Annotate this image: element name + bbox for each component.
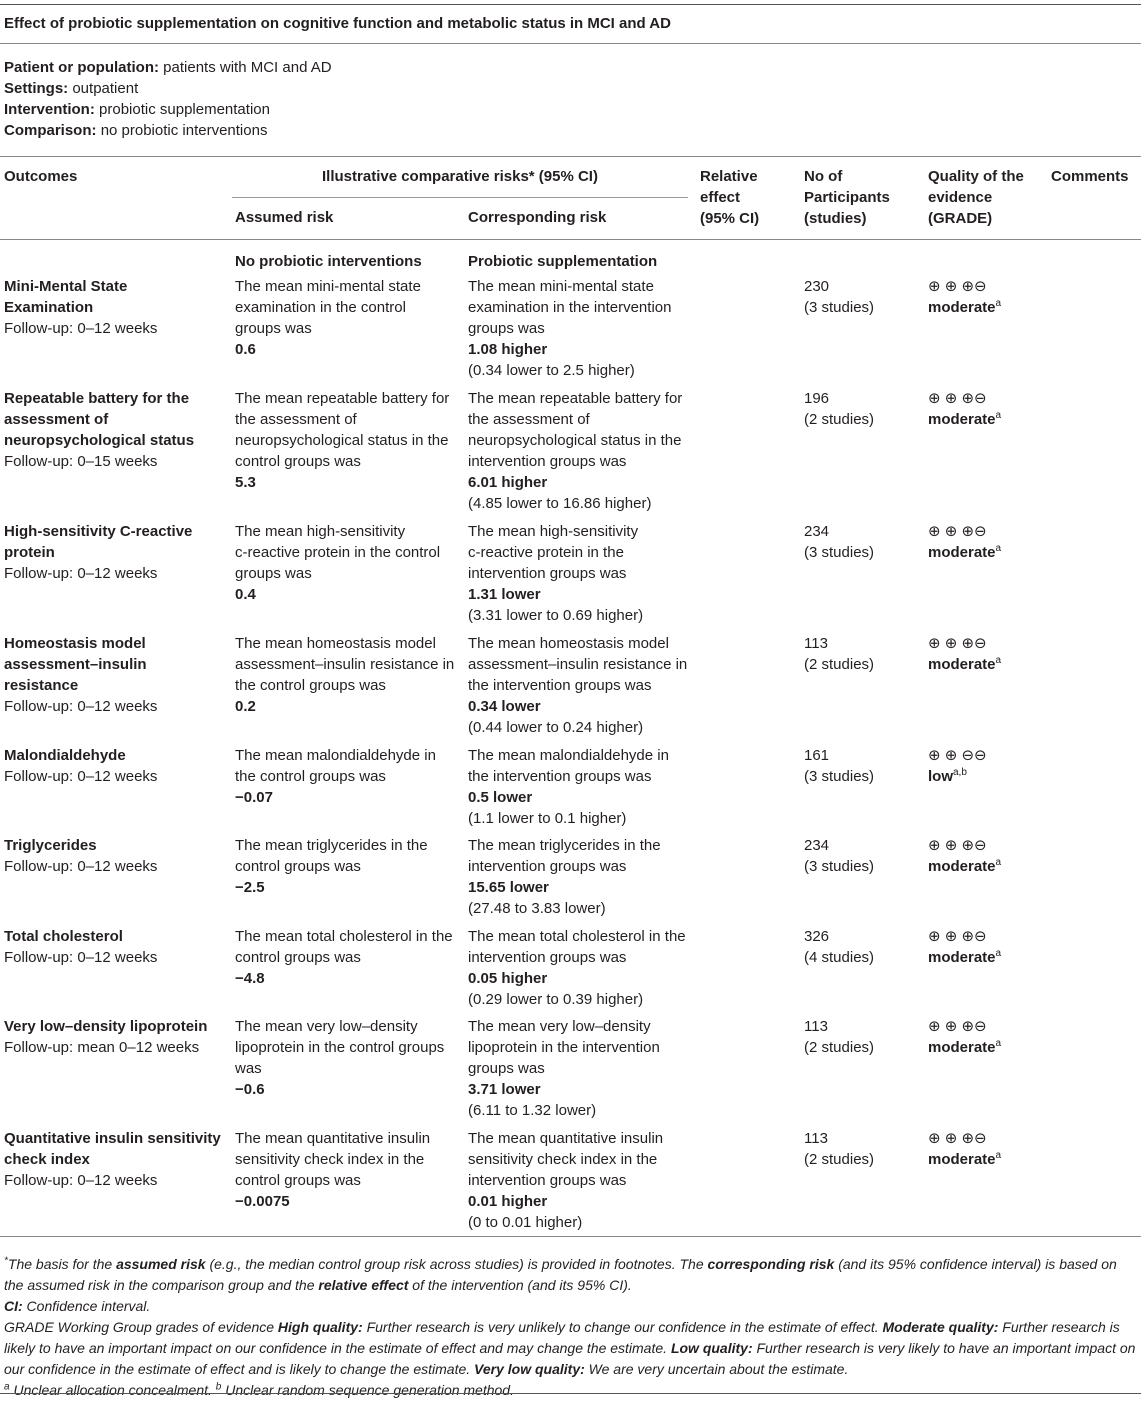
grade-label: moderate <box>928 1039 996 1056</box>
assumed-risk-text-line: control groups was <box>235 453 361 470</box>
assumed-risk-text-line: The mean quantitative insulin <box>235 1130 431 1147</box>
corresponding-risk-value: 15.65 lower <box>468 879 549 896</box>
corresponding-risk-text-line: assessment–insulin resistance in <box>468 656 688 673</box>
corresponding-risk-value: 0.5 lower <box>468 789 533 806</box>
participants-count: 113 <box>804 635 828 652</box>
corresponding-risk-cell <box>468 835 696 919</box>
footnote-notes: $^a$ Unclear allocation concealment. $^b$ Unclear random sequence generation method. <box>4 1381 514 1398</box>
corresponding-risk-text-line: The mean triglycerides in the <box>468 837 661 854</box>
corresponding-risk-ci: (0.29 lower to 0.39 higher) <box>468 991 644 1008</box>
corresponding-risk-ci: (1.1 lower to 0.1 higher) <box>468 810 627 827</box>
participants-count: 234 <box>804 837 830 854</box>
assumed-risk-text-line: lipoprotein in the control groups <box>235 1039 445 1056</box>
assumed-risk-text-line: sensitivity check index in the <box>235 1151 425 1168</box>
header-end-rule <box>0 239 1141 240</box>
participants-cell <box>804 521 874 563</box>
assumed-risk-text-line: was <box>235 1060 262 1077</box>
corresponding-risk-cell <box>468 745 696 829</box>
participants-count: 230 <box>804 278 830 295</box>
outcome-name-line: Total cholesterol <box>4 928 123 945</box>
header-outcomes: Outcomes <box>4 168 78 185</box>
assumed-risk-value: −0.0075 <box>235 1193 290 1210</box>
participants-cell <box>804 276 874 318</box>
grade-symbols: ⊕ ⊕ ⊕⊖ <box>928 278 987 295</box>
grade-label: moderate <box>928 411 996 428</box>
assumed-risk-cell <box>235 276 463 360</box>
assumed-risk-text-line: The mean high-sensitivity <box>235 523 406 540</box>
intervention-group-label: Probiotic supplementation <box>468 253 658 270</box>
corresponding-risk-text-line: groups was <box>468 320 545 337</box>
grade-symbols: ⊕ ⊕ ⊕⊖ <box>928 1018 987 1035</box>
studies-count: (2 studies) <box>804 656 875 673</box>
outcome-name-line: Very low–density lipoprotein <box>4 1018 208 1035</box>
footnote-ci: CI: Confidence interval. <box>4 1298 151 1314</box>
header-assumed-risk: Assumed risk <box>235 209 334 226</box>
grade-label: low <box>928 768 953 785</box>
assumed-risk-text-line: c-reactive protein in the control <box>235 544 441 561</box>
outcome-followup: Follow-up: 0–12 weeks <box>4 1172 158 1189</box>
corresponding-risk-value: 6.01 higher <box>468 474 548 491</box>
assumed-risk-cell <box>235 388 463 493</box>
corresponding-risk-text-line: intervention groups was <box>468 565 627 582</box>
header-quality: Quality of the evidence (GRADE) <box>928 168 1024 227</box>
grade-rating <box>928 766 987 787</box>
assumed-risk-value: −2.5 <box>235 879 265 896</box>
grade-footnote-mark: a <box>995 857 1002 868</box>
outcome-name-line: protein <box>4 544 55 561</box>
header-corresponding-risk: Corresponding risk <box>468 209 607 226</box>
corresponding-risk-cell <box>468 276 696 381</box>
outcome-name-line: neuropsychological status <box>4 432 195 449</box>
quality-cell <box>928 521 1001 563</box>
corresponding-risk-text-line: The mean repeatable battery for <box>468 390 683 407</box>
grade-label: moderate <box>928 949 996 966</box>
assumed-risk-text-line: control groups was <box>235 1172 361 1189</box>
outcome-name-line: assessment of <box>4 411 109 428</box>
outcome-followup: Follow-up: 0–12 weeks <box>4 565 158 582</box>
outcome-name-line: Examination <box>4 299 94 316</box>
participants-count: 196 <box>804 390 830 407</box>
outcome-followup: Follow-up: 0–12 weeks <box>4 858 158 875</box>
assumed-risk-text-line: the control groups was <box>235 768 386 785</box>
assumed-risk-value: −0.6 <box>235 1081 265 1098</box>
grade-footnote-mark: a,b <box>953 767 967 778</box>
comparison-label: Comparison: <box>4 122 97 139</box>
assumed-risk-cell <box>235 1128 463 1212</box>
corresponding-risk-text-line: neuropsychological status in the <box>468 432 682 449</box>
outcome-followup: Follow-up: mean 0–12 weeks <box>4 1039 200 1056</box>
studies-count: (4 studies) <box>804 949 875 966</box>
corresponding-risk-value: 1.31 lower <box>468 586 541 603</box>
corresponding-risk-text-line: examination in the intervention <box>468 299 672 316</box>
outcome-name-line: assessment–insulin <box>4 656 147 673</box>
grade-label: moderate <box>928 858 996 875</box>
outcome-cell <box>4 1016 232 1058</box>
settings-label: Settings: <box>4 80 69 97</box>
assumed-risk-text-line: control groups was <box>235 949 361 966</box>
corresponding-risk-text-line: The mean mini-mental state <box>468 278 654 295</box>
grade-rating <box>928 856 1001 877</box>
corresponding-risk-ci: (6.11 to 1.32 lower) <box>468 1102 597 1119</box>
outcome-cell <box>4 835 232 877</box>
assumed-risk-text-line: The mean malondialdehyde in <box>235 747 436 764</box>
outcome-name-line: High-sensitivity C-reactive <box>4 523 193 540</box>
quality-cell <box>928 633 1001 675</box>
corresponding-risk-text-line: sensitivity check index in the <box>468 1151 658 1168</box>
grade-footnote-mark: a <box>995 543 1002 554</box>
assumed-risk-text-line: The mean total cholesterol in the <box>235 928 453 945</box>
header-participants: No of Participants (studies) <box>804 168 890 227</box>
grade-symbols: ⊕ ⊕ ⊕⊖ <box>928 635 987 652</box>
participants-cell <box>804 835 874 877</box>
assumed-risk-value: 0.2 <box>235 698 256 715</box>
assumed-risk-text-line: neuropsychological status in the <box>235 432 449 449</box>
assumed-risk-value: 0.6 <box>235 341 256 358</box>
grade-symbols: ⊕ ⊕ ⊕⊖ <box>928 523 987 540</box>
quality-cell <box>928 1128 1001 1170</box>
corresponding-risk-value: 0.34 lower <box>468 698 541 715</box>
grade-rating <box>928 1149 1001 1170</box>
control-group-label: No probiotic interventions <box>235 253 422 270</box>
grade-footnote-mark: a <box>995 298 1002 309</box>
studies-count: (3 studies) <box>804 299 875 316</box>
assumed-risk-text-line: the control groups was <box>235 677 386 694</box>
studies-count: (3 studies) <box>804 768 875 785</box>
corresponding-risk-text-line: the intervention groups was <box>468 677 652 694</box>
assumed-risk-cell <box>235 745 463 808</box>
assumed-risk-text-line: The mean mini-mental state <box>235 278 421 295</box>
corresponding-risk-cell <box>468 1016 696 1121</box>
grade-footnote-mark: a <box>995 1150 1002 1161</box>
outcome-name-line: resistance <box>4 677 79 694</box>
outcome-name-line: Homeostasis model <box>4 635 146 652</box>
corresponding-risk-value: 1.08 higher <box>468 341 548 358</box>
studies-count: (3 studies) <box>804 858 875 875</box>
quality-cell <box>928 745 987 787</box>
grade-symbols: ⊕ ⊕ ⊕⊖ <box>928 928 987 945</box>
outcome-cell <box>4 388 232 472</box>
assumed-risk-text-line: groups was <box>235 320 312 337</box>
outcome-name-line: Mini-Mental State <box>4 278 128 295</box>
header-comments: Comments <box>1051 168 1129 185</box>
corresponding-risk-text-line: The mean very low–density <box>468 1018 651 1035</box>
studies-count: (2 studies) <box>804 1039 875 1056</box>
corresponding-risk-text-line: The mean high-sensitivity <box>468 523 639 540</box>
assumed-risk-cell <box>235 521 463 605</box>
assumed-risk-cell <box>235 633 463 717</box>
grade-label: moderate <box>928 299 996 316</box>
grade-symbols: ⊕ ⊕ ⊕⊖ <box>928 390 987 407</box>
participants-count: 326 <box>804 928 830 945</box>
table-title: Effect of probiotic supplementation on cognitive function and metabolic status in MCI and AD <box>4 15 671 32</box>
corresponding-risk-ci: (3.31 lower to 0.69 higher) <box>468 607 644 624</box>
corresponding-risk-ci: (27.48 to 3.83 lower) <box>468 900 606 917</box>
grade-label: moderate <box>928 1151 996 1168</box>
footnote-risk-basis: *The basis for the assumed risk (e.g., the median control group risk across studies) is provided in footnotes. The corresponding risk (and its 95% confidence interval) is based on the assumed risk in the comparison group and the relative effect of the intervention (and its 95% CI). <box>4 1255 1117 1293</box>
corresponding-risk-text-line: the intervention groups was <box>468 768 652 785</box>
corresponding-risk-cell <box>468 926 696 1010</box>
participants-count: 113 <box>804 1018 828 1035</box>
grade-footnote-mark: a <box>995 655 1002 666</box>
corresponding-risk-text-line: intervention groups was <box>468 949 627 966</box>
corresponding-risk-ci: (0.34 lower to 2.5 higher) <box>468 362 635 379</box>
grade-symbols: ⊕ ⊕ ⊕⊖ <box>928 1130 987 1147</box>
corresponding-risk-value: 3.71 lower <box>468 1081 541 1098</box>
header-subrule <box>232 197 688 198</box>
outcome-name-line: Quantitative insulin sensitivity <box>4 1130 221 1147</box>
assumed-risk-text-line: assessment–insulin resistance in <box>235 656 455 673</box>
outcome-name-line: Malondialdehyde <box>4 747 126 764</box>
participants-count: 234 <box>804 523 830 540</box>
corresponding-risk-text-line: intervention groups was <box>468 453 627 470</box>
header-rule <box>0 156 1141 157</box>
assumed-risk-cell <box>235 1016 463 1100</box>
assumed-risk-text-line: groups was <box>235 565 312 582</box>
outcome-name-line: Triglycerides <box>4 837 97 854</box>
grade-rating <box>928 542 1001 563</box>
corresponding-risk-ci: (0.44 lower to 0.24 higher) <box>468 719 644 736</box>
grade-rating <box>928 297 1001 318</box>
corresponding-risk-cell <box>468 388 696 514</box>
settings-value: outpatient <box>72 80 139 97</box>
quality-cell <box>928 1016 1001 1058</box>
outcome-cell <box>4 926 232 968</box>
outcome-followup: Follow-up: 0–12 weeks <box>4 768 158 785</box>
studies-count: (3 studies) <box>804 544 875 561</box>
participants-cell <box>804 1128 874 1170</box>
corresponding-risk-cell <box>468 521 696 626</box>
top-rule <box>0 4 1141 5</box>
footnote-grade: GRADE Working Group grades of evidence High quality: Further research is very unlikely to change our confidence in the estimate of effect. Moderate quality: Further research is likely to have an important impact on our confidence in the estimate of effect and may change the estimate. Low quality: Further research is very likely to have an important impact on our confidence in the estimate of effect and is likely to change the estimate. Very low quality: We are very uncertain about the estimate. <box>4 1319 1136 1377</box>
grade-symbols: ⊕ ⊕ ⊕⊖ <box>928 837 987 854</box>
corresponding-risk-text-line: The mean total cholesterol in the <box>468 928 686 945</box>
participants-cell <box>804 388 874 430</box>
corresponding-risk-cell <box>468 633 696 738</box>
intervention-value: probiotic supplementation <box>99 101 270 118</box>
assumed-risk-cell <box>235 926 463 989</box>
grade-footnote-mark: a <box>995 948 1002 959</box>
comparison-value: no probiotic interventions <box>100 122 268 139</box>
grade-label: moderate <box>928 544 996 561</box>
assumed-risk-text-line: control groups was <box>235 858 361 875</box>
outcome-followup: Follow-up: 0–12 weeks <box>4 698 158 715</box>
participants-count: 113 <box>804 1130 828 1147</box>
grade-footnote-mark: a <box>995 410 1002 421</box>
corresponding-risk-text-line: groups was <box>468 1060 545 1077</box>
assumed-risk-value: 5.3 <box>235 474 256 491</box>
grade-rating <box>928 654 1001 675</box>
grade-label: moderate <box>928 656 996 673</box>
outcome-followup: Follow-up: 0–12 weeks <box>4 949 158 966</box>
outcome-name-line: check index <box>4 1151 90 1168</box>
assumed-risk-text-line: The mean triglycerides in the <box>235 837 428 854</box>
assumed-risk-text-line: the assessment of <box>235 411 357 428</box>
corresponding-risk-text-line: intervention groups was <box>468 858 627 875</box>
corresponding-risk-ci: (0 to 0.01 higher) <box>468 1214 583 1231</box>
corresponding-risk-text-line: The mean homeostasis model <box>468 635 669 652</box>
population-info <box>4 57 332 141</box>
quality-cell <box>928 276 1001 318</box>
quality-cell <box>928 388 1001 430</box>
corresponding-risk-cell <box>468 1128 696 1233</box>
grade-rating <box>928 409 1001 430</box>
assumed-risk-value: −0.07 <box>235 789 273 806</box>
corresponding-risk-text-line: lipoprotein in the intervention <box>468 1039 660 1056</box>
participants-count: 161 <box>804 747 830 764</box>
grade-symbols: ⊕ ⊕ ⊖⊖ <box>928 747 987 764</box>
corresponding-risk-text-line: The mean quantitative insulin <box>468 1130 664 1147</box>
studies-count: (2 studies) <box>804 1151 875 1168</box>
corresponding-risk-ci: (4.85 lower to 16.86 higher) <box>468 495 652 512</box>
corresponding-risk-text-line: intervention groups was <box>468 1172 627 1189</box>
bottom-rule <box>0 1393 1141 1394</box>
outcome-cell <box>4 276 232 339</box>
outcome-followup: Follow-up: 0–15 weeks <box>4 453 158 470</box>
corresponding-risk-value: 0.01 higher <box>468 1193 548 1210</box>
assumed-risk-value: −4.8 <box>235 970 265 987</box>
assumed-risk-value: 0.4 <box>235 586 256 603</box>
studies-count: (2 studies) <box>804 411 875 428</box>
assumed-risk-text-line: The mean very low–density <box>235 1018 418 1035</box>
outcome-cell <box>4 521 232 584</box>
quality-cell <box>928 835 1001 877</box>
participants-cell <box>804 926 874 968</box>
table-end-rule <box>0 1236 1141 1237</box>
population-label: Patient or population: <box>4 59 159 76</box>
assumed-risk-cell <box>235 835 463 898</box>
corresponding-risk-value: 0.05 higher <box>468 970 548 987</box>
population-value: patients with MCI and AD <box>163 59 332 76</box>
outcome-cell <box>4 633 232 717</box>
participants-cell <box>804 1016 874 1058</box>
header-illustrative-risks: Illustrative comparative risks* (95% CI) <box>322 168 598 185</box>
outcome-cell <box>4 1128 232 1191</box>
title-rule <box>0 43 1141 44</box>
assumed-risk-text-line: The mean homeostasis model <box>235 635 436 652</box>
corresponding-risk-text-line: the assessment of <box>468 411 590 428</box>
outcome-followup: Follow-up: 0–12 weeks <box>4 320 158 337</box>
intervention-label: Intervention: <box>4 101 95 118</box>
participants-cell <box>804 633 874 675</box>
grade-footnote-mark: a <box>995 1038 1002 1049</box>
assumed-risk-text-line: examination in the control <box>235 299 406 316</box>
grade-rating <box>928 1037 1001 1058</box>
corresponding-risk-text-line: The mean malondialdehyde in <box>468 747 669 764</box>
corresponding-risk-text-line: c-reactive protein in the <box>468 544 624 561</box>
assumed-risk-text-line: The mean repeatable battery for <box>235 390 450 407</box>
quality-cell <box>928 926 1001 968</box>
outcome-name-line: Repeatable battery for the <box>4 390 190 407</box>
participants-cell <box>804 745 874 787</box>
grade-rating <box>928 947 1001 968</box>
header-relative-effect: Relative effect (95% CI) <box>700 168 760 227</box>
outcome-cell <box>4 745 232 787</box>
